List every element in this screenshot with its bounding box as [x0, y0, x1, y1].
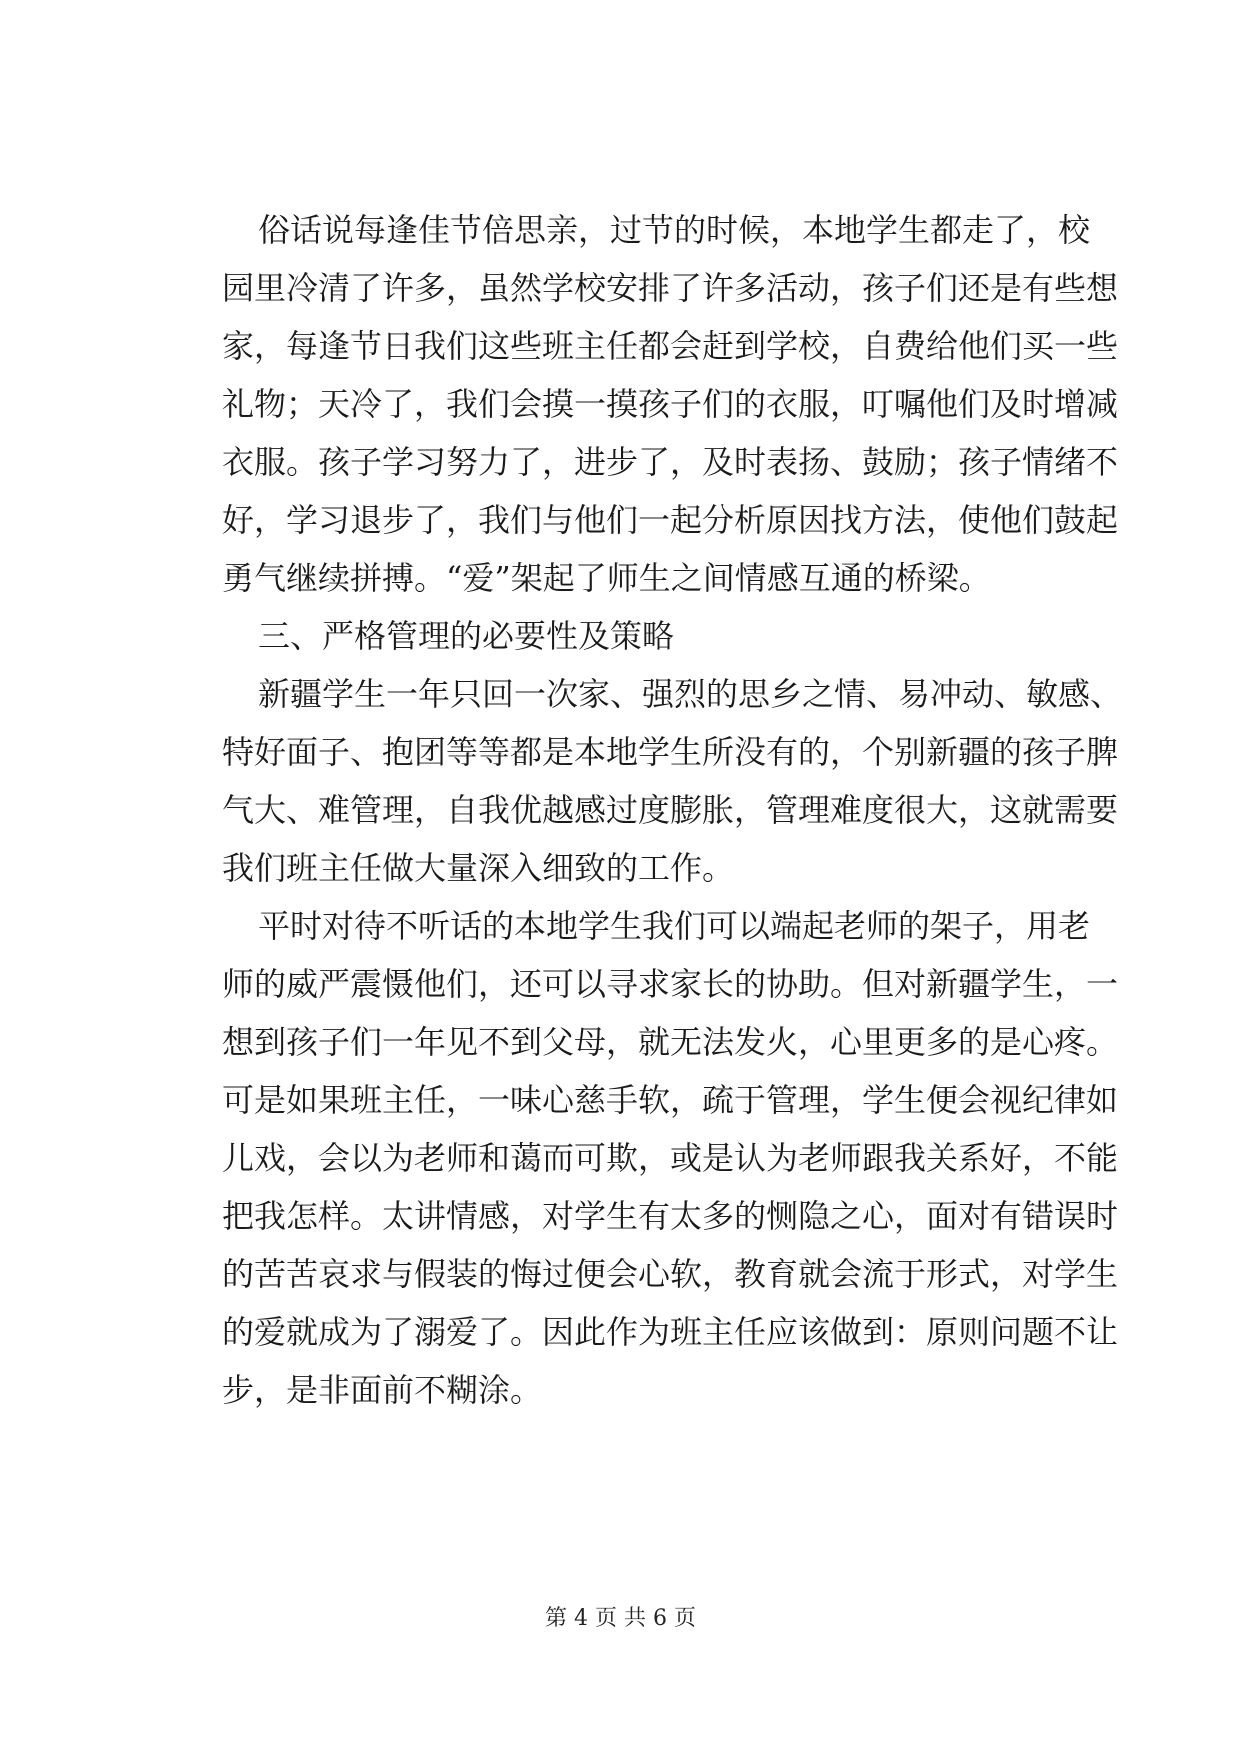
paragraph-3-line-5: 儿戏，会以为老师和蔼而可欺，或是认为老师跟我关系好，不能 [222, 1139, 1119, 1177]
paragraph-3-line-1: 平时对待不听话的本地学生我们可以端起老师的架子，用老 [258, 907, 1091, 945]
page-number-footer: 第 4 页 共 6 页 [545, 1606, 696, 1631]
paragraph-3-line-3: 想到孩子们一年见不到父母，就无法发火，心里更多的是心疼。 [222, 1023, 1119, 1061]
paragraph-3-line-2: 师的威严震慑他们，还可以寻求家长的协助。但对新疆学生，一 [222, 965, 1119, 1003]
paragraph-2-line-1: 新疆学生一年只回一次家、强烈的思乡之情、易冲动、敏感、 [258, 675, 1123, 713]
paragraph-3-line-4: 可是如果班主任，一味心慈手软，疏于管理，学生便会视纪律如 [222, 1081, 1119, 1119]
paragraph-3-line-7: 的苦苦哀求与假装的悔过便会心软，教育就会流于形式，对学生 [222, 1255, 1119, 1293]
paragraph-2-line-2: 特好面子、抱团等等都是本地学生所没有的，个别新疆的孩子脾 [222, 733, 1119, 771]
paragraph-1-line-6: 好，学习退步了，我们与他们一起分析原因找方法，使他们鼓起 [222, 501, 1119, 539]
paragraph-1-line-5: 衣服。孩子学习努力了，进步了，及时表扬、鼓励；孩子情绪不 [222, 443, 1119, 481]
paragraph-2-line-3: 气大、难管理，自我优越感过度膨胀，管理难度很大，这就需要 [222, 791, 1119, 829]
paragraph-3-line-9: 步，是非面前不糊涂。 [222, 1371, 543, 1409]
paragraph-2-line-4: 我们班主任做大量深入细致的工作。 [222, 849, 735, 887]
paragraph-1-line-4: 礼物；天冷了，我们会摸一摸孩子们的衣服，叮嘱他们及时增减 [222, 385, 1119, 423]
paragraph-1-line-2: 园里冷清了许多，虽然学校安排了许多活动，孩子们还是有些想 [222, 269, 1119, 307]
paragraph-3-line-8: 的爱就成为了溺爱了。因此作为班主任应该做到：原则问题不让 [222, 1313, 1119, 1351]
section-heading: 三、严格管理的必要性及策略 [258, 617, 675, 655]
paragraph-1-line-7: 勇气继续拼搏。“爱”架起了师生之间情感互通的桥梁。 [222, 559, 991, 597]
paragraph-1-line-3: 家，每逢节日我们这些班主任都会赶到学校，自费给他们买一些 [222, 327, 1119, 365]
paragraph-1-line-1: 俗话说每逢佳节倍思亲，过节的时候，本地学生都走了，校 [258, 211, 1091, 249]
paragraph-3-line-6: 把我怎样。太讲情感，对学生有太多的恻隐之心，面对有错误时 [222, 1197, 1119, 1235]
